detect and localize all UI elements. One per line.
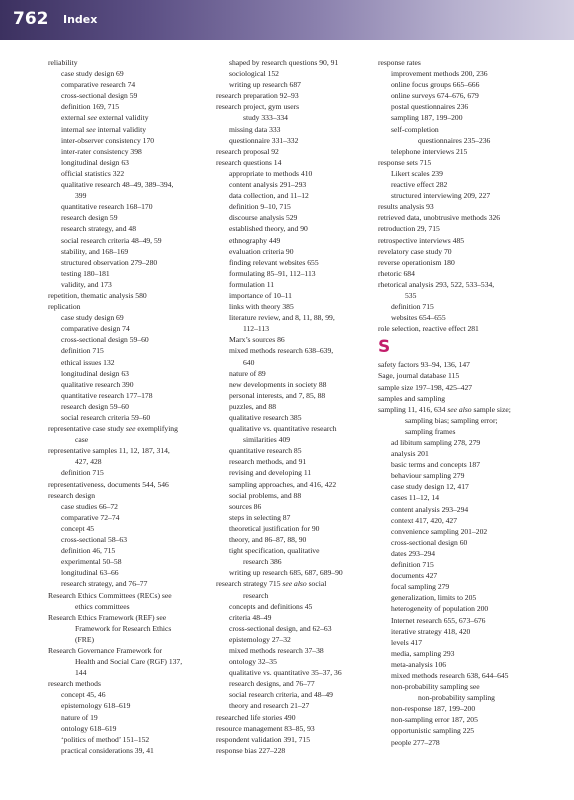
- index-subentry: links with theory 385: [229, 302, 294, 312]
- index-entry: research project, gym users: [216, 102, 300, 112]
- page-number: 762: [13, 9, 49, 29]
- index-subentry: data collection, and 11–12: [229, 191, 309, 201]
- index-subentry: social research criteria, and 48–49: [229, 690, 333, 700]
- index-subentry: theory, and 86–87, 88, 90: [229, 535, 307, 545]
- index-subentry: experimental 50–58: [61, 557, 122, 567]
- index-subentry: generalization, limits to 205: [391, 593, 477, 603]
- index-subentry: similarities 409: [243, 435, 291, 445]
- index-subentry: iterative strategy 418, 420: [391, 626, 471, 636]
- section-letter-s: S: [378, 337, 391, 358]
- index-subentry: research methods, and 91: [229, 457, 307, 467]
- index-subentry: focal sampling 279: [391, 582, 450, 592]
- index-entry: Sage, journal database 115: [378, 371, 460, 381]
- index-subentry: study 333–334: [243, 113, 288, 123]
- index-subentry: external see external validity: [61, 113, 149, 123]
- index-entry: retroduction 29, 715: [378, 224, 440, 234]
- index-entry: rhetorical analysis 293, 522, 533–534,: [378, 279, 495, 289]
- index-subentry: practical considerations 39, 41: [61, 745, 154, 755]
- index-subentry: questionnaires 235–236: [418, 135, 491, 145]
- index-subentry: definition 715: [61, 346, 104, 356]
- index-entry: repetition, thematic analysis 580: [48, 290, 147, 300]
- index-subentry: 640: [243, 357, 255, 367]
- index-subentry: mixed methods research 638, 644–645: [391, 670, 509, 680]
- index-subentry: online surveys 674–676, 679: [391, 91, 479, 101]
- index-subentry: media, sampling 293: [391, 648, 455, 658]
- index-subentry: steps in selecting 87: [229, 512, 291, 522]
- index-subentry: online focus groups 665–666: [391, 80, 480, 90]
- index-subentry: tight specification, qualitative: [229, 546, 320, 556]
- index-subentry: new developments in society 88: [229, 379, 327, 389]
- index-subentry: concepts and definitions 45: [229, 601, 313, 611]
- index-subentry: cross-sectional 58–63: [61, 535, 128, 545]
- index-subentry: reactive effect 282: [391, 180, 448, 190]
- index-subentry: Likert scales 239: [391, 168, 443, 178]
- index-subentry: social research criteria 48–49, 59: [61, 235, 162, 245]
- index-entry: research design: [48, 490, 96, 500]
- index-column-1: [48, 57, 216, 756]
- index-subentry: cross-sectional design 60: [391, 537, 468, 547]
- index-entry: reverse operationism 180: [378, 257, 455, 267]
- index-subentry: qualitative vs. quantitative 35–37, 36: [229, 668, 342, 678]
- index-subentry: 535: [405, 290, 417, 300]
- index-subentry: longitudinal design 63: [61, 368, 129, 378]
- index-subentry: improvement methods 200, 236: [391, 69, 488, 79]
- index-subentry: personal interests, and 7, 85, 88: [229, 390, 326, 400]
- index-subentry: cases 11–12, 14: [391, 493, 440, 503]
- index-subentry: official statistics 322: [61, 168, 125, 178]
- index-subentry: (FRE): [75, 634, 94, 644]
- index-entry: samples and sampling: [378, 393, 446, 403]
- index-subentry: validity, and 173: [61, 279, 112, 289]
- index-entry: researched life stories 490: [216, 712, 296, 722]
- index-entry: representative case study see exemplifying: [48, 424, 178, 434]
- index-entry: Research Governance Framework for: [48, 645, 163, 655]
- index-subentry: sampling bias; sampling error;: [405, 415, 498, 425]
- index-subentry: ontology 618–619: [61, 723, 117, 733]
- index-subentry: sources 86: [229, 501, 262, 511]
- index-entry: resource management 83–85, 93: [216, 723, 315, 733]
- index-subentry: importance of 10–11: [229, 290, 292, 300]
- index-column-3-s-entries: [378, 359, 558, 747]
- index-subentry: structured observation 279–280: [61, 257, 158, 267]
- index-entry: response sets 715: [378, 157, 432, 167]
- index-subentry: case: [75, 435, 89, 445]
- index-entry: safety factors 93–94, 136, 147: [378, 360, 470, 370]
- index-subentry: literature review, and 8, 11, 88, 99,: [229, 313, 335, 323]
- index-subentry: research design 59: [61, 213, 118, 223]
- index-subentry: quantitative research 177–178: [61, 390, 153, 400]
- index-entry: role selection, reactive effect 281: [378, 324, 479, 334]
- index-entry: representative samples 11, 12, 187, 314,: [48, 446, 170, 456]
- index-subentry: discourse analysis 529: [229, 213, 298, 223]
- index-subentry: longitudinal 63–66: [61, 568, 119, 578]
- index-subentry: websites 654–655: [391, 313, 446, 323]
- index-subentry: qualitative research 390: [61, 379, 134, 389]
- index-entry: Research Ethics Framework (REF) see: [48, 612, 167, 622]
- page-header-banner: [0, 0, 574, 40]
- index-subentry: inter-rater consistency 398: [61, 146, 142, 156]
- index-subentry: case study design 69: [61, 313, 124, 323]
- index-subentry: comparative design 74: [61, 324, 130, 334]
- index-subentry: epistemology 27–32: [229, 634, 291, 644]
- index-subentry: evaluation criteria 90: [229, 246, 294, 256]
- index-entry: reliability: [48, 58, 78, 67]
- index-subentry: research design 59–60: [61, 401, 129, 411]
- index-subentry: ad libitum sampling 278, 279: [391, 438, 481, 447]
- index-subentry: Internet research 655, 673–676: [391, 615, 486, 625]
- index-subentry: sampling frames: [405, 426, 456, 436]
- index-column-2: [216, 57, 384, 756]
- index-entry: rhetoric 684: [378, 268, 415, 278]
- index-entry: respondent validation 391, 715: [216, 734, 311, 744]
- index-subentry: non-sampling error 187, 205: [391, 715, 478, 725]
- index-subentry: puzzles, and 88: [229, 401, 277, 411]
- index-subentry: research strategy, and 76–77: [61, 579, 148, 589]
- index-subentry: 427, 428: [75, 457, 102, 467]
- index-subentry: postal questionnaires 236: [391, 102, 469, 112]
- index-subentry: epistemology 618–619: [61, 701, 131, 711]
- index-subentry: basic terms and concepts 187: [391, 460, 480, 470]
- index-subentry: telephone interviews 215: [391, 146, 468, 156]
- index-subentry: 144: [75, 668, 87, 678]
- index-subentry: comparative 72–74: [61, 512, 120, 522]
- index-subentry: context 417, 420, 427: [391, 515, 458, 525]
- index-subentry: structured interviewing 209, 227: [391, 191, 491, 201]
- index-subentry: social problems, and 88: [229, 490, 302, 500]
- index-subentry: writing up research 685, 687, 689–90: [229, 568, 343, 578]
- index-subentry: case study design 12, 417: [391, 482, 469, 492]
- index-subentry: qualitative research 385: [229, 413, 302, 422]
- index-subentry: quantitative research 168–170: [61, 202, 153, 212]
- index-entry: response rates: [378, 58, 421, 67]
- index-subentry: quantitative research 85: [229, 446, 302, 456]
- index-subentry: longitudinal design 63: [61, 157, 129, 167]
- index-subentry: behaviour sampling 279: [391, 471, 465, 481]
- index-subentry: definition 715: [61, 468, 104, 478]
- index-subentry: theoretical justification for 90: [229, 523, 320, 533]
- index-subentry: social research criteria 59–60: [61, 413, 151, 422]
- index-entry: research methods: [48, 679, 101, 689]
- index-subentry: convenience sampling 201–202: [391, 526, 488, 536]
- index-subentry: established theory, and 90: [229, 224, 308, 234]
- index-subentry: qualitative vs. quantitative research: [229, 424, 337, 434]
- index-subentry: research strategy, and 48: [61, 224, 136, 234]
- index-subentry: definition 715: [391, 302, 434, 312]
- index-subentry: appropriate to methods 410: [229, 168, 313, 178]
- index-subentry: definition 169, 715: [61, 102, 120, 112]
- index-subentry: cross-sectional design 59–60: [61, 335, 149, 345]
- index-subentry: formulation 11: [229, 279, 275, 289]
- index-subentry: comparative research 74: [61, 80, 136, 90]
- index-subentry: concept 45, 46: [61, 690, 106, 700]
- index-subentry: 399: [75, 191, 87, 201]
- index-subentry: non-probability sampling: [418, 693, 495, 703]
- index-subentry: documents 427: [391, 571, 438, 581]
- index-subentry: missing data 333: [229, 124, 281, 134]
- index-subentry: non-probability sampling see: [391, 682, 480, 692]
- index-entry: results analysis 93: [378, 202, 434, 212]
- index-subentry: content analysis 293–294: [391, 504, 469, 514]
- index-subentry: case studies 66–72: [61, 501, 118, 511]
- index-subentry: stability, and 168–169: [61, 246, 129, 256]
- index-entry: research preparation 92–93: [216, 91, 299, 101]
- index-entry: sample size 197–198, 425–427: [378, 382, 473, 392]
- index-subentry: ethnography 449: [229, 235, 281, 245]
- index-subentry: inter-observer consistency 170: [61, 135, 155, 145]
- index-subentry: Framework for Research Ethics: [75, 623, 172, 633]
- index-subentry: mixed methods research 37–38: [229, 645, 324, 655]
- index-subentry: finding relevant websites 655: [229, 257, 319, 267]
- index-subentry: internal see internal validity: [61, 124, 146, 134]
- index-subentry: cross-sectional design, and 62–63: [229, 623, 332, 633]
- index-subentry: case study design 69: [61, 69, 124, 79]
- index-subentry: Health and Social Care (RGF) 137,: [75, 657, 183, 667]
- index-subentry: content analysis 291–293: [229, 180, 307, 190]
- index-entry: research strategy 715 see also social: [216, 579, 327, 589]
- index-subentry: theory and research 21–27: [229, 701, 310, 711]
- index-subentry: nature of 19: [61, 712, 98, 722]
- index-entry: research questions 14: [216, 157, 282, 167]
- index-subentry: writing up research 687: [229, 80, 301, 90]
- index-entry: sampling 11, 416, 634 see also sample size;: [378, 404, 511, 414]
- index-subentry: ontology 32–35: [229, 657, 277, 667]
- index-column-3-r-entries: [378, 57, 558, 334]
- index-subentry: qualitative research 48–49, 389–394,: [61, 180, 174, 190]
- index-subentry: testing 180–181: [61, 268, 110, 278]
- index-subentry: Marx’s sources 86: [229, 335, 285, 345]
- index-subentry: sociological 152: [229, 69, 279, 79]
- index-subentry: self-completion: [391, 124, 439, 134]
- index-entry: retrospective interviews 485: [378, 235, 465, 245]
- page-title: Index: [63, 13, 98, 26]
- index-subentry: people 277–278: [391, 737, 440, 747]
- index-subentry: mixed methods research 638–639,: [229, 346, 334, 356]
- index-subentry: cross-sectional design 59: [61, 91, 138, 101]
- index-column-3: [378, 57, 558, 748]
- index-subentry: criteria 48–49: [229, 612, 272, 622]
- index-subentry: ethical issues 132: [61, 357, 115, 367]
- index-entry: response bias 227–228: [216, 745, 286, 755]
- index-subentry: formulating 85–91, 112–113: [229, 268, 316, 278]
- index-entry: representativeness, documents 544, 546: [48, 479, 169, 489]
- index-subentry: non-response 187, 199–200: [391, 704, 476, 714]
- index-subentry: definition 46, 715: [61, 546, 116, 556]
- index-subentry: ‘politics of method’ 151–152: [61, 734, 150, 744]
- index-entry: retrieved data, unobtrusive methods 326: [378, 213, 501, 223]
- index-subentry: meta-analysis 106: [391, 659, 447, 669]
- index-subentry: shaped by research questions 90, 91: [229, 58, 339, 67]
- index-subentry: revising and developing 11: [229, 468, 312, 478]
- index-subentry: 112–113: [243, 324, 270, 334]
- index-entry: replication: [48, 302, 81, 312]
- index-subentry: questionnaire 331–332: [229, 135, 299, 145]
- index-subentry: analysis 201: [391, 449, 429, 459]
- index-subentry: sampling 187, 199–200: [391, 113, 463, 123]
- index-subentry: dates 293–294: [391, 548, 436, 558]
- index-subentry: opportunistic sampling 225: [391, 726, 475, 736]
- index-subentry: sampling approaches, and 416, 422: [229, 479, 337, 489]
- index-subentry: research 386: [243, 557, 282, 567]
- index-entry: revelatory case study 70: [378, 246, 452, 256]
- index-subentry: definition 9–10, 715: [229, 202, 291, 212]
- index-subentry: ethics committees: [75, 601, 130, 611]
- index-subentry: heterogeneity of population 200: [391, 604, 489, 614]
- index-subentry: research designs, and 76–77: [229, 679, 315, 689]
- index-subentry: nature of 89: [229, 368, 266, 378]
- index-entry: Research Ethics Committees (RECs) see: [48, 590, 172, 600]
- index-subentry: levels 417: [391, 637, 423, 647]
- index-subentry: research: [243, 590, 269, 600]
- index-subentry: definition 715: [391, 560, 434, 570]
- index-entry: research proposal 92: [216, 146, 279, 156]
- index-subentry: concept 45: [61, 523, 95, 533]
